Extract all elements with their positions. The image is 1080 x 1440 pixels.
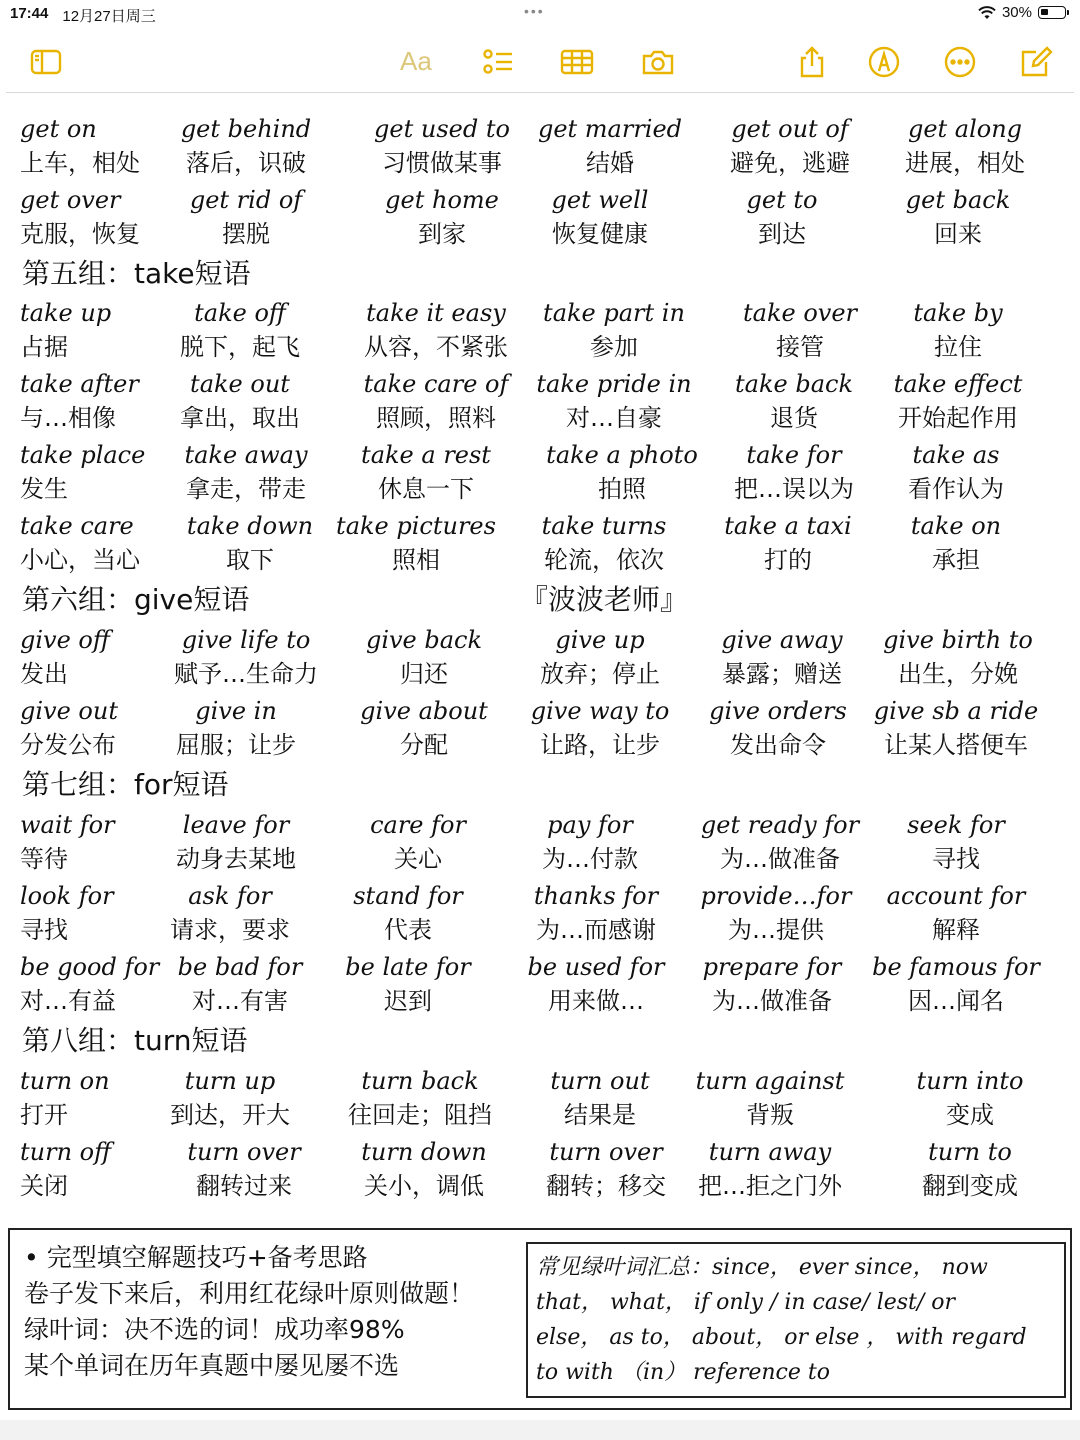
phrase-meaning: 变成: [946, 1101, 994, 1129]
status-bar: [0, 0, 1080, 28]
phrase-meaning: 赋予…生命力: [174, 660, 318, 688]
phrase-text: take for: [746, 441, 842, 469]
phrase-text: provide…for: [700, 882, 852, 910]
phrase-text: take effect: [893, 370, 1023, 398]
phrase-meaning: 打的: [764, 546, 812, 574]
phrase-row: [0, 1064, 1080, 1136]
phrase-meaning: 为…做准备: [712, 987, 832, 1015]
phrase-text: stand for: [353, 882, 463, 910]
phrase-text: take a rest: [361, 441, 491, 469]
phrase-meaning: 看作认为: [908, 475, 1004, 503]
phrase-text: take pride in: [536, 370, 692, 398]
phrase-text: get home: [385, 186, 499, 214]
phrase-text: turn up: [184, 1067, 276, 1095]
phrase-text: get on: [20, 115, 97, 143]
camera-button[interactable]: [638, 42, 678, 82]
phrase-text: be used for: [527, 953, 665, 981]
phrase-item: [866, 808, 1046, 876]
phrase-item: [150, 296, 330, 364]
phrase-meaning: 分发公布: [20, 731, 116, 759]
phrase-meaning: 关小，调低: [364, 1172, 484, 1200]
checklist-icon: [481, 45, 515, 79]
phrase-text: take it easy: [366, 299, 506, 327]
phrase-text: turn out: [550, 1067, 650, 1095]
phrase-item: [140, 879, 320, 947]
phrase-text: turn off: [20, 1138, 112, 1166]
phrase-item: [688, 694, 868, 762]
phrase-text: wait for: [20, 811, 115, 839]
phrase-item: [866, 950, 1046, 1018]
phrase-meaning: 对…自豪: [566, 404, 662, 432]
phrase-meaning: 照顾，照料: [376, 404, 496, 432]
filler-words-box: [526, 1242, 1066, 1398]
phrase-text: give off: [20, 626, 110, 654]
phrase-item: [866, 879, 1046, 947]
phrase-meaning: 翻转；移交: [546, 1172, 666, 1200]
phrase-text: give way to: [530, 697, 670, 725]
table-icon: [560, 45, 594, 79]
sidebar-button[interactable]: [26, 42, 66, 82]
phrase-text: take a photo: [546, 441, 698, 469]
phrase-meaning: 迟到: [384, 987, 432, 1015]
phrase-row: [0, 623, 1080, 695]
phrase-text: turn against: [695, 1067, 845, 1095]
phrase-item: [156, 112, 336, 180]
phrase-meaning: 拿出，取出: [180, 404, 300, 432]
phrase-row: [0, 296, 1080, 368]
phrase-text: turn over: [549, 1138, 663, 1166]
phrase-text: take down: [186, 512, 314, 540]
phrase-item: [510, 623, 690, 691]
phrase-meaning: 翻转过来: [196, 1172, 292, 1200]
phrase-meaning: 暴露；赠送: [722, 660, 842, 688]
phrase-item: [866, 694, 1046, 762]
phrase-text: take place: [20, 441, 146, 469]
phrase-meaning: 落后，识破: [186, 149, 306, 177]
phrase-meaning: 寻找: [932, 845, 980, 873]
phrase-meaning: 打开: [20, 1101, 68, 1129]
phrase-meaning: 动身去某地: [176, 845, 296, 873]
phrase-meaning: 代表: [384, 916, 432, 944]
phrase-meaning: 小心，当心: [20, 546, 140, 574]
checklist-button[interactable]: [478, 42, 518, 82]
phrase-text: turn on: [20, 1067, 110, 1095]
phrase-item: [686, 879, 866, 947]
phrase-text: turn back: [361, 1067, 479, 1095]
phrase-meaning: 占据: [20, 333, 68, 361]
phrase-meaning: 请求，要求: [170, 916, 290, 944]
phrase-meaning: 进展，相处: [905, 149, 1025, 177]
phrase-item: [868, 183, 1048, 251]
text-format-button[interactable]: Aa: [400, 46, 432, 76]
phrase-meaning: 为…付款: [542, 845, 638, 873]
phrase-meaning: 往回走；阻挡: [348, 1101, 492, 1129]
phrase-text: give birth to: [883, 626, 1033, 654]
phrase-item: [146, 808, 326, 876]
compose-button[interactable]: [1016, 42, 1056, 82]
phrase-row: [0, 183, 1080, 255]
phrase-row: [0, 1135, 1080, 1207]
phrase-text: give back: [365, 626, 483, 654]
phrase-text: take back: [735, 370, 853, 398]
group-header-take: 第五组：take短语: [22, 257, 251, 290]
phrase-item: [875, 112, 1055, 180]
phrase-meaning: 避免，逃避: [730, 149, 850, 177]
phrase-item: [352, 183, 532, 251]
phrase-text: take by: [913, 299, 1003, 327]
phrase-item: [698, 509, 878, 577]
phrase-text: get well: [551, 186, 649, 214]
phrase-text: take up: [20, 299, 112, 327]
phrase-item: [868, 367, 1048, 435]
phrase-meaning: 背叛: [746, 1101, 794, 1129]
cloze-tips-box: [8, 1228, 1072, 1410]
markup-icon: [867, 45, 901, 79]
phrase-meaning: 上车，相处: [20, 149, 140, 177]
phrase-text: turn down: [361, 1138, 487, 1166]
phrase-item: [156, 623, 336, 691]
phrase-meaning: 拉住: [934, 333, 982, 361]
phrase-item: [336, 438, 516, 506]
phrase-text: give away: [721, 626, 843, 654]
phrase-text: get out of: [731, 115, 849, 143]
phrase-meaning: 退货: [770, 404, 818, 432]
phrase-meaning: 到家: [418, 220, 466, 248]
phrase-item: [868, 296, 1048, 364]
more-icon: [943, 45, 977, 79]
phrase-meaning: 照相: [392, 546, 440, 574]
battery-icon: [1038, 6, 1066, 19]
phrase-item: [866, 438, 1046, 506]
markup-button[interactable]: [864, 42, 904, 82]
phrase-meaning: 从容，不紧张: [364, 333, 508, 361]
phrase-item: [318, 950, 498, 1018]
phrase-item: [352, 112, 532, 180]
phrase-text: get back: [905, 186, 1011, 214]
phrase-meaning: 关闭: [20, 1172, 68, 1200]
phrase-item: [150, 950, 330, 1018]
phrase-meaning: 克服，恢复: [20, 220, 140, 248]
phrase-text: give out: [20, 697, 118, 725]
phrase-meaning: 取下: [226, 546, 274, 574]
filler-words-line: else， as to， about， or else ， with regard: [536, 1325, 1027, 1350]
phrase-text: seek for: [907, 811, 1005, 839]
phrase-text: care for: [370, 811, 466, 839]
phrase-meaning: 分配: [400, 731, 448, 759]
cloze-tips-text: [24, 1240, 474, 1384]
status-left: [10, 5, 156, 26]
phrase-item: [690, 808, 870, 876]
phrase-item: [680, 1135, 860, 1203]
phrase-meaning: 把…误以为: [734, 475, 854, 503]
phrase-meaning: 恢复健康: [552, 220, 648, 248]
phrase-row: [0, 879, 1080, 951]
phrase-text: account for: [886, 882, 1026, 910]
phrase-item: [516, 1135, 696, 1203]
phrase-meaning: 对…有害: [192, 987, 288, 1015]
phrase-item: [532, 438, 712, 506]
phrase-item: [510, 1064, 690, 1132]
phrase-text: get used to: [374, 115, 510, 143]
phrase-row: [0, 808, 1080, 880]
phrase-item: [868, 623, 1048, 691]
more-button[interactable]: [940, 42, 980, 82]
phrase-item: [524, 296, 704, 364]
phrase-meaning: 开始起作用: [898, 404, 1018, 432]
phrase-meaning: 结婚: [586, 149, 634, 177]
phrase-item: [334, 694, 514, 762]
phrase-meaning: 到达，开大: [170, 1101, 290, 1129]
phrase-text: leave for: [182, 811, 290, 839]
phrase-meaning: 把…拒之门外: [698, 1172, 842, 1200]
phrase-text: give sb a ride: [873, 697, 1039, 725]
phrase-item: [154, 1135, 334, 1203]
phrase-text: be good for: [20, 953, 160, 981]
phrase-item: [156, 183, 336, 251]
phrase-item: [506, 879, 686, 947]
phrase-text: take off: [194, 299, 286, 327]
camera-icon: [641, 45, 675, 79]
phrase-item: [156, 438, 336, 506]
phrase-row: [0, 112, 1080, 184]
table-button[interactable]: [557, 42, 597, 82]
phrase-text: look for: [20, 882, 114, 910]
filler-words-line: that， what， if only / in case/ lest/ or: [536, 1290, 956, 1315]
multitasking-dots[interactable]: •••: [524, 3, 545, 19]
phrase-item: [328, 808, 508, 876]
phrase-item: [140, 1064, 320, 1132]
phrase-item: [330, 1064, 510, 1132]
phrase-item: [710, 296, 890, 364]
phrase-text: give up: [555, 626, 645, 654]
status-date: 12月27日周三: [62, 8, 156, 25]
phrase-row: [0, 950, 1080, 1022]
phrase-text: take out: [190, 370, 290, 398]
phrase-meaning: 发出: [20, 660, 68, 688]
phrase-text: turn into: [916, 1067, 1024, 1095]
phrase-text: take turns: [541, 512, 667, 540]
phrase-text: get ready for: [700, 811, 860, 839]
phrase-item: [880, 1135, 1060, 1203]
wifi-icon: [978, 6, 996, 20]
tips-line: 卷子发下来后，利用红花绿叶原则做题！: [24, 1279, 475, 1308]
notes-toolbar: [0, 28, 1080, 92]
phrase-row: [0, 438, 1080, 510]
phrase-meaning: 结果是: [564, 1101, 636, 1129]
phrase-meaning: 摆脱: [222, 220, 270, 248]
group-header-give: 第六组：give短语: [22, 583, 250, 616]
phrase-text: take part in: [543, 299, 685, 327]
phrase-text: be bad for: [177, 953, 303, 981]
page-bottom-edge: [0, 1420, 1080, 1440]
phrase-meaning: 到达: [758, 220, 806, 248]
phrase-item: [510, 183, 690, 251]
phrase-meaning: 回来: [934, 220, 982, 248]
phrase-meaning: 脱下，起飞: [180, 333, 300, 361]
phrase-meaning: 寻找: [20, 916, 68, 944]
phrase-text: take care of: [363, 370, 509, 398]
filler-words-line: to with （in） reference to: [536, 1360, 830, 1385]
phrase-item: [704, 367, 884, 435]
phrase-text: get over: [20, 186, 121, 214]
phrase-meaning: 拿走，带走: [186, 475, 306, 503]
phrase-text: get to: [746, 186, 818, 214]
phrase-row: [0, 694, 1080, 766]
phrase-item: [346, 296, 526, 364]
tips-line: 某个单词在历年真题中屡见屡不选: [24, 1351, 400, 1380]
phrase-meaning: 归还: [400, 660, 448, 688]
phrase-item: [346, 367, 526, 435]
phrase-item: [150, 367, 330, 435]
phrase-text: be late for: [345, 953, 471, 981]
phrase-text: take as: [912, 441, 1000, 469]
phrase-text: prepare for: [702, 953, 842, 981]
phrase-item: [704, 438, 884, 506]
phrase-meaning: 为…而感谢: [536, 916, 656, 944]
phrase-item: [682, 950, 862, 1018]
phrase-meaning: 轮流，依次: [544, 546, 664, 574]
phrase-item: [510, 694, 690, 762]
group-header-for: 第七组：for短语: [22, 768, 229, 801]
phrase-text: take care: [20, 512, 134, 540]
phrase-item: [700, 112, 880, 180]
phrase-meaning: 关心: [394, 845, 442, 873]
phrase-item: [334, 623, 514, 691]
author-watermark: 『波波老师』: [520, 583, 689, 616]
phrase-meaning: 让某人搭便车: [884, 731, 1028, 759]
phrase-text: give in: [195, 697, 277, 725]
phrase-meaning: 拍照: [598, 475, 646, 503]
phrase-meaning: 让路，让步: [540, 731, 660, 759]
phrase-item: [692, 183, 872, 251]
phrase-item: [326, 509, 506, 577]
phrase-meaning: 接管: [776, 333, 824, 361]
toolbar-divider: [6, 92, 1074, 93]
phrase-meaning: 与…相像: [20, 404, 116, 432]
phrase-text: get married: [537, 115, 683, 143]
phrase-meaning: 屈服；让步: [176, 731, 296, 759]
phrase-item: [506, 950, 686, 1018]
phrase-item: [500, 808, 680, 876]
phrase-item: [866, 509, 1046, 577]
status-time: 17:44: [10, 5, 49, 22]
phrase-text: take over: [742, 299, 857, 327]
share-icon: [795, 45, 829, 79]
phrase-row: [0, 367, 1080, 439]
battery-percent: 30%: [1001, 4, 1032, 21]
group-header-turn: 第八组：turn短语: [22, 1024, 248, 1057]
phrase-meaning: 出生，分娩: [898, 660, 1018, 688]
phrase-meaning: 发生: [20, 475, 68, 503]
phrase-meaning: 因…闻名: [908, 987, 1004, 1015]
phrase-text: ask for: [188, 882, 272, 910]
tips-line: • 完型填空解题技巧+备考思路: [24, 1243, 368, 1272]
phrase-meaning: 为…做准备: [720, 845, 840, 873]
phrase-meaning: 习惯做某事: [382, 149, 502, 177]
phrase-meaning: 发出命令: [730, 731, 826, 759]
filler-words-line: 常见绿叶词汇总：since， ever since， now: [536, 1255, 988, 1280]
tips-line: 绿叶词：决不选的词！成功率98%: [24, 1315, 405, 1344]
phrase-item: [318, 879, 498, 947]
phrase-text: take a taxi: [724, 512, 852, 540]
phrase-item: [520, 112, 700, 180]
phrase-text: give about: [360, 697, 488, 725]
phrase-meaning: 放弃；停止: [540, 660, 660, 688]
phrase-text: get behind: [180, 115, 312, 143]
phrase-text: thanks for: [533, 882, 659, 910]
phrase-meaning: 翻到变成: [922, 1172, 1018, 1200]
phrase-item: [334, 1135, 514, 1203]
status-right: [978, 4, 1066, 21]
phrase-text: get rid of: [189, 186, 303, 214]
phrase-text: turn away: [708, 1138, 832, 1166]
phrase-text: take away: [184, 441, 308, 469]
phrase-text: get along: [907, 115, 1023, 143]
phrase-meaning: 休息一下: [378, 475, 474, 503]
phrase-text: give orders: [709, 697, 847, 725]
phrase-item: [692, 623, 872, 691]
phrase-meaning: 等待: [20, 845, 68, 873]
compose-icon: [1019, 45, 1053, 79]
phrase-meaning: 为…提供: [728, 916, 824, 944]
share-button[interactable]: [792, 42, 832, 82]
phrase-text: pay for: [547, 811, 633, 839]
phrase-item: [146, 694, 326, 762]
phrase-item: [880, 1064, 1060, 1132]
phrase-meaning: 承担: [932, 546, 980, 574]
phrase-text: take after: [20, 370, 139, 398]
phrase-meaning: 解释: [932, 916, 980, 944]
phrase-text: turn to: [928, 1138, 1012, 1166]
sidebar-icon: [29, 45, 63, 79]
phrase-text: take pictures: [336, 512, 496, 540]
phrase-row: [0, 509, 1080, 581]
phrase-meaning: 用来做…: [548, 987, 644, 1015]
phrase-text: turn over: [187, 1138, 301, 1166]
phrase-meaning: 对…有益: [20, 987, 116, 1015]
phrase-text: give life to: [181, 626, 311, 654]
phrase-item: [514, 509, 694, 577]
phrase-item: [680, 1064, 860, 1132]
phrase-meaning: 参加: [590, 333, 638, 361]
phrase-item: [524, 367, 704, 435]
phrase-item: [160, 509, 340, 577]
phrase-text: be famous for: [872, 953, 1040, 981]
phrase-text: take on: [910, 512, 1002, 540]
